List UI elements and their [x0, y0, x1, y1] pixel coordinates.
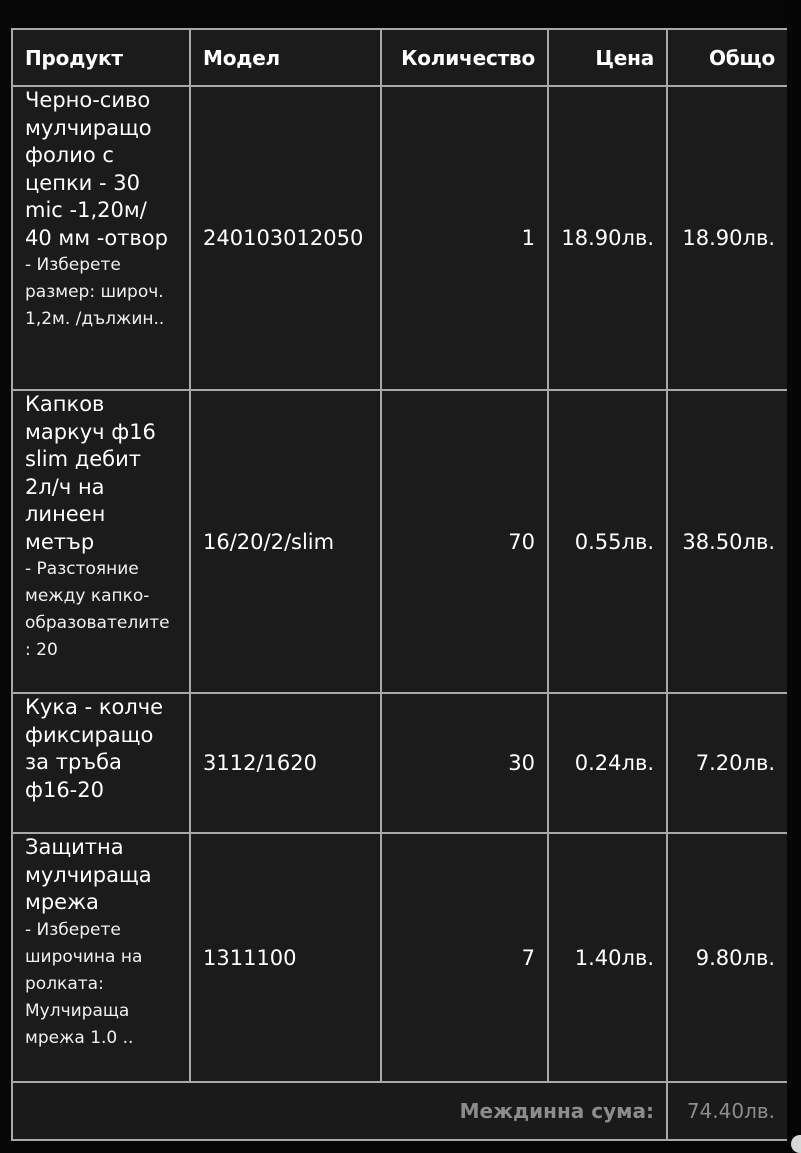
- table-row: [12, 390, 788, 693]
- total-cell: 7.20лв.: [667, 693, 788, 833]
- order-table: [11, 28, 789, 1141]
- product-cell: [12, 86, 190, 390]
- product-name-link[interactable]: Черно-сиво мулчиращо фолио с цепки - 30 mic -1,20м/ 40 мм -отвор: [25, 88, 168, 250]
- total-cell: 38.50лв.: [667, 390, 788, 693]
- product-name-link[interactable]: Капков маркуч ф16 slim дебит 2л/ч на линеен метър: [25, 392, 156, 554]
- price-cell: 0.24лв.: [548, 693, 667, 833]
- subtotal-row: [12, 1082, 788, 1140]
- header-price: Цена: [548, 29, 667, 86]
- model-cell: 1311100: [190, 833, 381, 1082]
- header-product: Продукт: [12, 29, 190, 86]
- quantity-cell: 70: [381, 390, 548, 693]
- model-cell: 3112/1620: [190, 693, 381, 833]
- price-cell: 1.40лв.: [548, 833, 667, 1082]
- model-cell: 240103012050: [190, 86, 381, 390]
- product-name-link[interactable]: Защитна мулчираща мрежа: [25, 835, 152, 914]
- total-cell: 9.80лв.: [667, 833, 788, 1082]
- product-option: - Изберете размер: широч. 1,2м. /дължин..: [25, 255, 165, 329]
- quantity-cell: 1: [381, 86, 548, 390]
- product-cell: [12, 390, 190, 693]
- model-cell: 16/20/2/slim: [190, 390, 381, 693]
- header-quantity: Количество: [381, 29, 548, 86]
- table-row: [12, 833, 788, 1082]
- product-option: - Разстояние между капко-образователите : 20: [25, 559, 170, 660]
- product-cell: [12, 693, 190, 833]
- price-cell: 0.55лв.: [548, 390, 667, 693]
- price-cell: 18.90лв.: [548, 86, 667, 390]
- product-option: - Изберете широчина на ролката: Мулчираща мрежа 1.0 ..: [25, 919, 143, 1048]
- total-cell: 18.90лв.: [667, 86, 788, 390]
- header-total: Общо: [667, 29, 788, 86]
- quantity-cell: 7: [381, 833, 548, 1082]
- product-cell: [12, 833, 190, 1082]
- table-row: [12, 693, 788, 833]
- quantity-cell: 30: [381, 693, 548, 833]
- table-header-row: [12, 29, 788, 86]
- subtotal-label: Междинна сума:: [12, 1082, 667, 1140]
- subtotal-value: 74.40лв.: [667, 1082, 788, 1140]
- table-row: [12, 86, 788, 390]
- product-name-link[interactable]: Кука - колче фиксиращо за тръба ф16-20: [25, 695, 164, 802]
- header-model: Модел: [190, 29, 381, 86]
- page-edge: [787, 0, 801, 1153]
